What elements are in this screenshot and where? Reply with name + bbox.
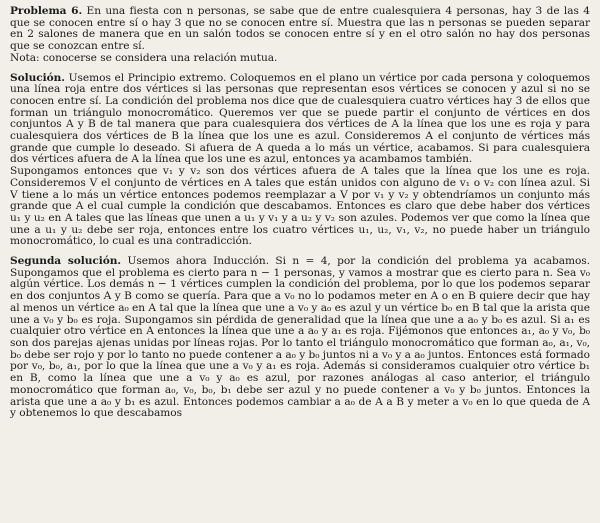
solution-paragraph-2: Supongamos entonces que v₁ y v₂ son dos vértices afuera de A tales que la línea que los une es roja. Consideremos V el conjunto de vértices en A tales que están unidos con alguno de v₁ o v₂ con línea azul. Si V tiene a lo más un vértice entonces podemos reemplazar a V por v₁ y v₂ y obtendríamos un conjunto más grande que A el cual cumple la condición que descabamos. Entonces es claro que debe haber dos vértices u₁ y u₂ en A tales que las líneas que unen a u₁ y v₁ y a u₂ y v₂ son azules. Podemos ver que como la línea que une a u₁ y u₂ debe ser roja, entonces entre los cuatro vértices u₁, u₂, v₁, v₂, no puede haber un triángulo monocromático, lo cual es una contradicción. <box>10 165 590 248</box>
problem-heading: Problema 6. <box>10 5 83 17</box>
solution-text-1: Usemos el Principio extremo. Coloquemos en el plano un vértice por cada persona y coloquemos una línea roja entre dos vértices si las personas que representan esos vértices se conocen y azul si no se conocen entre sí. La condición del problema nos dice que de cualesquiera cuatro vértices hay 3 de ellos que forman un triángulo monocromático. Queremos ver que se puede partir el conjunto de vértices en dos conjuntos A y B de tal manera que para cualesquiera dos vértices de A la línea que los une es roja y para cualesquiera dos vértices de B la línea que los une es azul. Consideremos A el conjunto de vértices más grande que cumple lo deseado. Si afuera de A queda a lo más un vértice, acabamos. Si para cualesquiera dos vértices afuera de A la línea que los une es azul, entonces ya acambamos también. <box>10 71 590 166</box>
solution-heading: Solución. <box>10 71 65 84</box>
problem-note: Nota: conocerse se considera una relación mutua. <box>10 51 278 64</box>
second-solution-text: Usemos ahora Inducción. Si n = 4, por la condición del problema ya acabamos. Supongamos que el problema es cierto para n − 1 personas, y vamos a mostrar que es cierto para n. Sea v₀ algún vértice. Los demás n − 1 vértices cumplen la condición del problema, por lo que los podemos separar en dos conjuntos A y B como se quería. Para que a v₀ no lo podamos meter en A o en B quiere decir que hay al menos un vértice a₀ en A tal que la línea que une a v₀ y a₀ es azul y un vértice b₀ en B tal que la arista que une a v₀ y b₀ es roja. Supongamos sin pérdida de generalidad que la línea que une a a₀ y b₀ es azul. Si a₁ es cualquier otro vértice en A entonces la línea que une a a₀ y a₁ es roja. Fijémonos que entonces a₁, a₀ y v₀, b₀ son dos parejas ajenas unidas por líneas rojas. Por lo tanto el triángulo monocromático que forman a₀, a₁, v₀, b₀ debe ser rojo y por lo tanto no puede contener a a₀ y b₀ juntos ni a v₀ y a a₀ juntos. Entonces está formado por v₀, b₀, a₁, por lo que la línea que une a v₀ y a₁ es roja. Además si consideramos cualquier otro vértice b₁ en B, como la línea que une a v₀ y a₀ es azul, por razones análogas al caso anterior, el triángulo monocromático que forman a₀, v₀, b₀, b₁ debe ser azul y no puede contener a v₀ y b₀ juntos. Entonces la arista que une a a₀ y b₁ es azul. Entonces podemos cambiar a a₀ de A a B y meter a v₀ en lo que queda de A y obtenemos lo que descabamos <box>10 255 590 420</box>
second-solution-heading: Segunda solución. <box>10 255 122 268</box>
solution-paragraph-1 <box>10 73 590 167</box>
second-solution-paragraph <box>10 256 590 420</box>
problem-text: En una fiesta con n personas, se sabe que de entre cualesquiera 4 personas, hay 3 de las 4 que se conocen entre sí o hay 3 que no se conocen entre sí. Muestra que las n personas se pueden separar en 2 salones de manera que en un salón todos se conocen entre sí y en el otro salón no hay dos personas que se conozcan entre sí. <box>10 5 590 53</box>
problem-statement <box>10 6 590 53</box>
